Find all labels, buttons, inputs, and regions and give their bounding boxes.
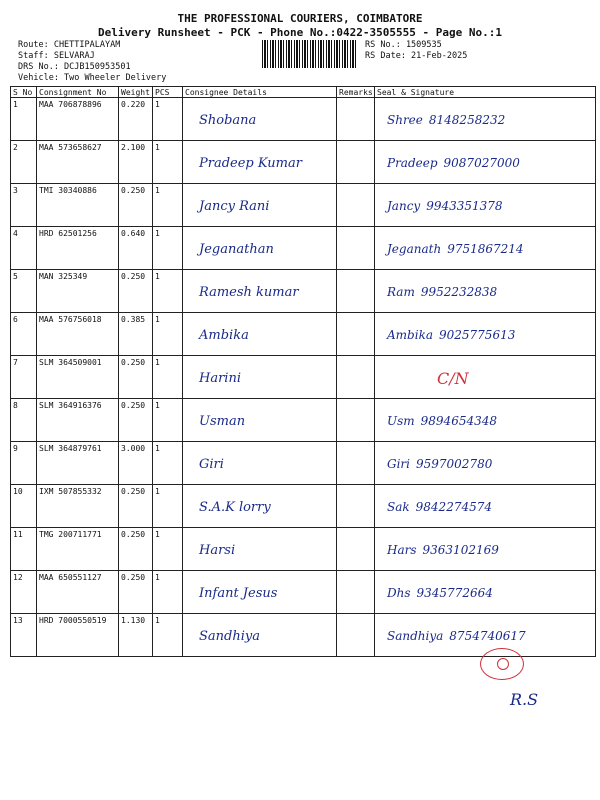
weight-value: 0.220: [119, 98, 153, 141]
consignee-cell: [183, 485, 337, 528]
col-sno: S No: [11, 87, 37, 98]
bottom-signature: R.S: [510, 690, 539, 709]
signature-cell: [375, 528, 596, 571]
remarks-cell: [337, 399, 375, 442]
col-pcs: PCS: [153, 87, 183, 98]
serial-number: 10: [11, 485, 37, 528]
weight-value: 0.250: [119, 485, 153, 528]
signature-phone: 8754740617: [449, 629, 526, 643]
consignment-number: SLM 364916376: [37, 399, 119, 442]
pcs-value: 1: [153, 141, 183, 184]
serial-number: 1: [11, 98, 37, 141]
signature: Sandhiya: [387, 629, 444, 643]
signature: Ambika: [387, 328, 433, 342]
signature-phone: 9345772664: [416, 586, 493, 600]
weight-value: 3.000: [119, 442, 153, 485]
consignment-number: MAA 650551127: [37, 571, 119, 614]
weight-value: 0.640: [119, 227, 153, 270]
consignee-name: Sandhiya: [199, 628, 260, 644]
consignment-number: IXM 507855332: [37, 485, 119, 528]
table-row: [11, 270, 596, 313]
consignment-number: TMG 200711771: [37, 528, 119, 571]
pcs-value: 1: [153, 614, 183, 657]
remarks-cell: [337, 313, 375, 356]
pcs-value: 1: [153, 313, 183, 356]
signature-phone: 8148258232: [428, 113, 506, 127]
signature-cell: [375, 270, 596, 313]
serial-number: 5: [11, 270, 37, 313]
red-circle-inner-mark: [497, 658, 509, 670]
consignment-number: SLM 364509001: [37, 356, 119, 399]
consignee-name: Jeganathan: [199, 241, 274, 257]
signature: Sak: [387, 500, 410, 514]
table-row: [11, 356, 596, 399]
signature: Giri: [387, 457, 410, 471]
pcs-value: 1: [153, 528, 183, 571]
signature-phone: 9952232838: [420, 285, 498, 299]
consignee-name: Pradeep Kumar: [199, 155, 302, 171]
signature-cell: [375, 485, 596, 528]
table-row: [11, 528, 596, 571]
remarks-cell: [337, 571, 375, 614]
table-row: [11, 313, 596, 356]
weight-value: 2.100: [119, 141, 153, 184]
signature-cell: [375, 399, 596, 442]
serial-number: 6: [11, 313, 37, 356]
signature-cell: [375, 442, 596, 485]
consignee-cell: [183, 141, 337, 184]
company-title: THE PROFESSIONAL COURIERS, COIMBATORE: [177, 12, 423, 25]
remarks-cell: [337, 184, 375, 227]
consignment-number: MAA 573658627: [37, 141, 119, 184]
remarks-cell: [337, 141, 375, 184]
weight-value: 0.250: [119, 528, 153, 571]
remarks-cell: [337, 485, 375, 528]
consignment-number: MAN 325349: [37, 270, 119, 313]
signature-cell: [375, 614, 596, 657]
rs-date: RS Date: 21-Feb-2025: [365, 51, 468, 61]
signature-cell: [375, 313, 596, 356]
consignee-cell: [183, 184, 337, 227]
signature: Jeganath: [387, 242, 442, 256]
table-row: [11, 98, 596, 141]
weight-value: 0.250: [119, 184, 153, 227]
consignment-number: MAA 576756018: [37, 313, 119, 356]
cn-stamp: C/N: [437, 368, 469, 388]
consignee-name: Infant Jesus: [199, 585, 278, 601]
consignment-number: SLM 364879761: [37, 442, 119, 485]
runsheet-table: [10, 86, 596, 657]
signature: Hars: [387, 543, 417, 557]
signature-phone: 9597002780: [416, 457, 493, 471]
serial-number: 13: [11, 614, 37, 657]
serial-number: 2: [11, 141, 37, 184]
remarks-cell: [337, 98, 375, 141]
serial-number: 3: [11, 184, 37, 227]
weight-value: 0.385: [119, 313, 153, 356]
signature-phone: 9363102169: [422, 543, 499, 557]
consignee-name: S.A.K lorry: [199, 499, 271, 515]
remarks-cell: [337, 442, 375, 485]
table-row: [11, 485, 596, 528]
col-signature: Seal & Signature: [375, 87, 596, 98]
rs-number: RS No.: 1509535: [365, 40, 442, 50]
signature-phone: 9894654348: [420, 414, 498, 428]
col-remarks: Remarks: [337, 87, 375, 98]
consignee-name: Usman: [199, 413, 246, 429]
serial-number: 4: [11, 227, 37, 270]
consignee-cell: [183, 442, 337, 485]
consignee-cell: [183, 227, 337, 270]
pcs-value: 1: [153, 356, 183, 399]
signature: Pradeep: [387, 156, 438, 170]
consignee-name: Harini: [199, 370, 241, 386]
weight-value: 1.130: [119, 614, 153, 657]
pcs-value: 1: [153, 184, 183, 227]
table-row: [11, 184, 596, 227]
pcs-value: 1: [153, 399, 183, 442]
pcs-value: 1: [153, 227, 183, 270]
pcs-value: 1: [153, 98, 183, 141]
table-row: [11, 141, 596, 184]
weight-value: 0.250: [119, 356, 153, 399]
signature: Usm: [387, 414, 415, 428]
signature-cell: [375, 571, 596, 614]
consignment-number: HRD 7000550519: [37, 614, 119, 657]
table-row: [11, 227, 596, 270]
signature: Shree: [387, 113, 423, 127]
table-row: [11, 571, 596, 614]
consignee-cell: [183, 356, 337, 399]
consignee-name: Ambika: [199, 327, 249, 343]
consignee-name: Jancy Rani: [199, 198, 270, 214]
signature-phone: 9842274574: [415, 500, 493, 514]
serial-number: 8: [11, 399, 37, 442]
signature-phone: 9087027000: [443, 156, 520, 170]
signature-cell: [375, 141, 596, 184]
route-label: Route: CHETTIPALAYAM: [18, 40, 121, 50]
consignee-cell: [183, 528, 337, 571]
serial-number: 12: [11, 571, 37, 614]
signature-cell: [375, 356, 596, 399]
consignment-number: HRD 62501256: [37, 227, 119, 270]
barcode: [262, 40, 356, 68]
pcs-value: 1: [153, 442, 183, 485]
drs-number: DRS No.: DCJB150953501: [18, 62, 131, 72]
col-consignee: Consignee Details: [183, 87, 337, 98]
signature: Jancy: [387, 199, 421, 213]
consignee-cell: [183, 614, 337, 657]
consignee-name: Shobana: [199, 112, 257, 128]
consignee-cell: [183, 270, 337, 313]
signature-cell: [375, 98, 596, 141]
table-header-row: [11, 87, 596, 98]
consignee-name: Ramesh kumar: [199, 284, 299, 300]
remarks-cell: [337, 270, 375, 313]
staff-label: Staff: SELVARAJ: [18, 51, 95, 61]
consignee-cell: [183, 399, 337, 442]
pcs-value: 1: [153, 485, 183, 528]
pcs-value: 1: [153, 270, 183, 313]
consignee-cell: [183, 571, 337, 614]
remarks-cell: [337, 356, 375, 399]
signature-phone: 9943351378: [426, 199, 503, 213]
serial-number: 9: [11, 442, 37, 485]
col-consignment: Consignment No: [37, 87, 119, 98]
col-weight: Weight: [119, 87, 153, 98]
signature-cell: [375, 184, 596, 227]
weight-value: 0.250: [119, 399, 153, 442]
vehicle-label: Vehicle: Two Wheeler Delivery: [18, 73, 167, 83]
runsheet-subtitle: Delivery Runsheet - PCK - Phone No.:0422-3505555 - Page No.:1: [98, 26, 502, 39]
consignee-cell: [183, 313, 337, 356]
consignee-cell: [183, 98, 337, 141]
weight-value: 0.250: [119, 270, 153, 313]
signature-cell: [375, 227, 596, 270]
pcs-value: 1: [153, 571, 183, 614]
consignee-name: Harsi: [199, 542, 236, 558]
signature-phone: 9025775613: [439, 328, 516, 342]
serial-number: 11: [11, 528, 37, 571]
serial-number: 7: [11, 356, 37, 399]
consignee-name: Giri: [199, 456, 224, 472]
table-row: [11, 399, 596, 442]
remarks-cell: [337, 528, 375, 571]
consignment-number: TMI 30340886: [37, 184, 119, 227]
consignment-number: MAA 706878896: [37, 98, 119, 141]
signature: Dhs: [387, 586, 411, 600]
remarks-cell: [337, 614, 375, 657]
weight-value: 0.250: [119, 571, 153, 614]
table-row: [11, 442, 596, 485]
signature-phone: 9751867214: [447, 242, 524, 256]
remarks-cell: [337, 227, 375, 270]
signature: Ram: [387, 285, 415, 299]
